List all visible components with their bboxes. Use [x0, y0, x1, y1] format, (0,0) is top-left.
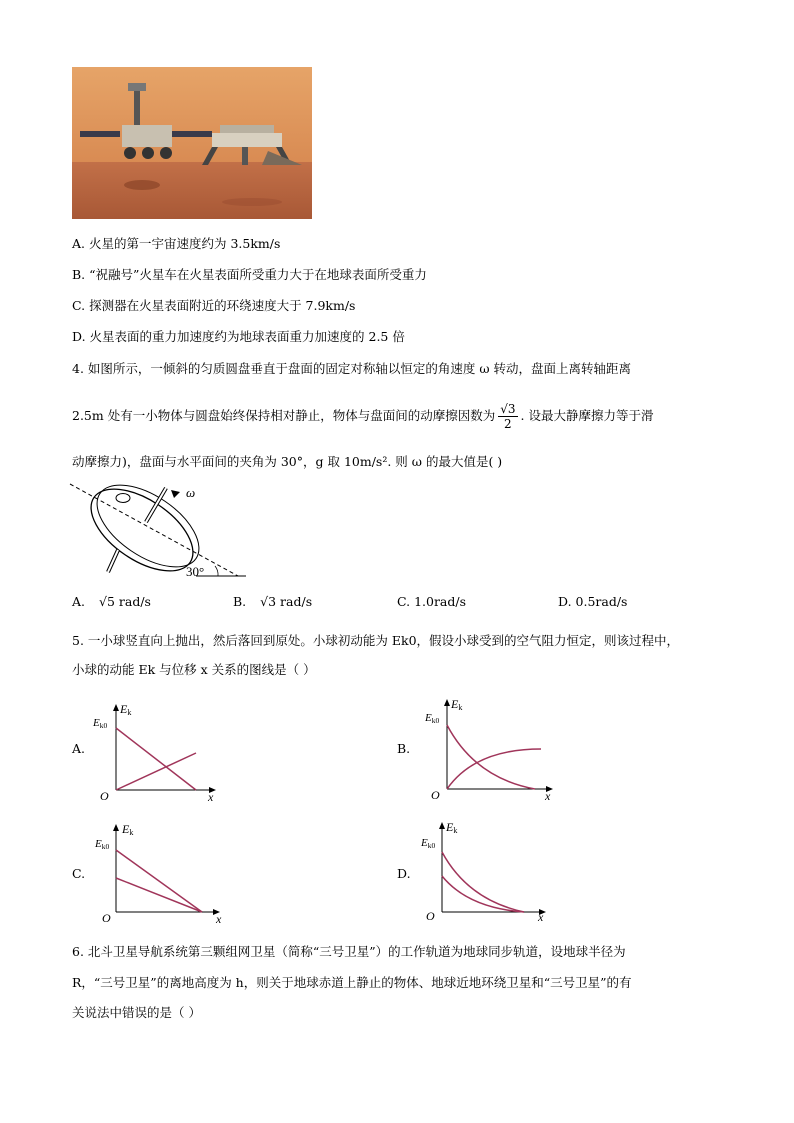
graph-a — [92, 700, 222, 804]
y-axis-label: Ek — [120, 702, 132, 717]
q4-option-b-value: √3 rad/s — [260, 594, 313, 609]
x-axis-label: x — [208, 790, 214, 804]
q5-option-d-label: D. — [397, 866, 411, 881]
q4-option-b — [233, 594, 312, 609]
q4-line2-post: . 设最大静摩擦力等于滑 — [520, 408, 654, 423]
q4-option-c: C. 1.0rad/s — [397, 594, 467, 609]
x-axis-label: x — [545, 789, 551, 803]
q5-stem-line1: 5. 一小球竖直向上抛出，然后落回到原处。小球初动能为 Ek0，假设小球受到的空气阻力恒定，则该过程中， — [72, 633, 680, 648]
ek0-label: Ek0 — [421, 837, 436, 850]
q3-option-a: A. 火星的第一宇宙速度约为 3.5km/s — [72, 236, 281, 251]
q3-option-d: D. 火星表面的重力加速度约为地球表面重力加速度的 2.5 倍 — [72, 329, 405, 344]
mars-rover-photo — [72, 67, 312, 219]
origin-label: O — [100, 789, 109, 803]
ek0-label: Ek0 — [93, 717, 108, 730]
graph-c — [92, 818, 227, 926]
q5-stem-line2: 小球的动能 Ek 与位移 x 关系的图线是（ ） — [72, 662, 316, 677]
q4-stem-line3: 动摩擦力)，盘面与水平面间的夹角为 30°，g 取 10m/s². 则 ω 的最大值是( ) — [72, 454, 503, 469]
y-axis-label: Ek — [451, 697, 463, 712]
graph-d — [418, 816, 556, 926]
q6-stem-line2: R，“三号卫星”的离地高度为 h，则关于地球赤道上静止的物体、地球近地环绕卫星和“三号卫星”的有 — [72, 975, 632, 990]
friction-fraction — [498, 402, 517, 431]
omega-label: ω — [186, 485, 196, 500]
fraction-numerator: √3 — [500, 402, 516, 416]
q4-option-d: D. 0.5rad/s — [558, 594, 628, 609]
fraction-denominator: 2 — [504, 417, 512, 431]
origin-label: O — [102, 911, 111, 925]
origin-label: O — [426, 909, 435, 923]
x-axis-label: x — [216, 912, 222, 926]
q4-line2-pre: 2.5m 处有一小物体与圆盘始终保持相对静止，物体与盘面间的动摩擦因数为 — [72, 408, 496, 423]
q5-option-c-label: C. — [72, 866, 86, 881]
q4-option-a-value: √5 rad/s — [99, 594, 151, 609]
tilted-disc-figure — [68, 480, 248, 580]
ek0-label: Ek0 — [95, 838, 110, 851]
q4-option-a — [72, 594, 151, 609]
angle-label: 30° — [186, 564, 205, 579]
q4-stem-line2 — [72, 398, 653, 434]
q5-option-b-label: B. — [397, 741, 411, 756]
q4-stem-line1: 4. 如图所示，一倾斜的匀质圆盘垂直于盘面的固定对称轴以恒定的角速度 ω 转动，盘面上离转轴距离 — [72, 361, 632, 376]
q3-option-b: B. “祝融号”火星车在火星表面所受重力大于在地球表面所受重力 — [72, 267, 427, 282]
x-axis-label: x — [538, 910, 544, 924]
q6-stem-line3: 关说法中错误的是（ ） — [72, 1005, 201, 1020]
y-axis-label: Ek — [122, 822, 134, 837]
y-axis-label: Ek — [446, 820, 458, 835]
q4-option-b-label: B. — [233, 594, 247, 609]
ek0-label: Ek0 — [425, 712, 440, 725]
q5-option-a-label: A. — [72, 741, 86, 756]
q6-stem-line1: 6. 北斗卫星导航系统第三颗组网卫星（简称“三号卫星”）的工作轨道为地球同步轨道，设地球半径为 — [72, 944, 626, 959]
q3-option-c: C. 探测器在火星表面附近的环绕速度大于 7.9km/s — [72, 298, 356, 313]
graph-b — [425, 693, 560, 803]
q4-option-a-label: A. — [72, 594, 86, 609]
origin-label: O — [431, 788, 440, 802]
